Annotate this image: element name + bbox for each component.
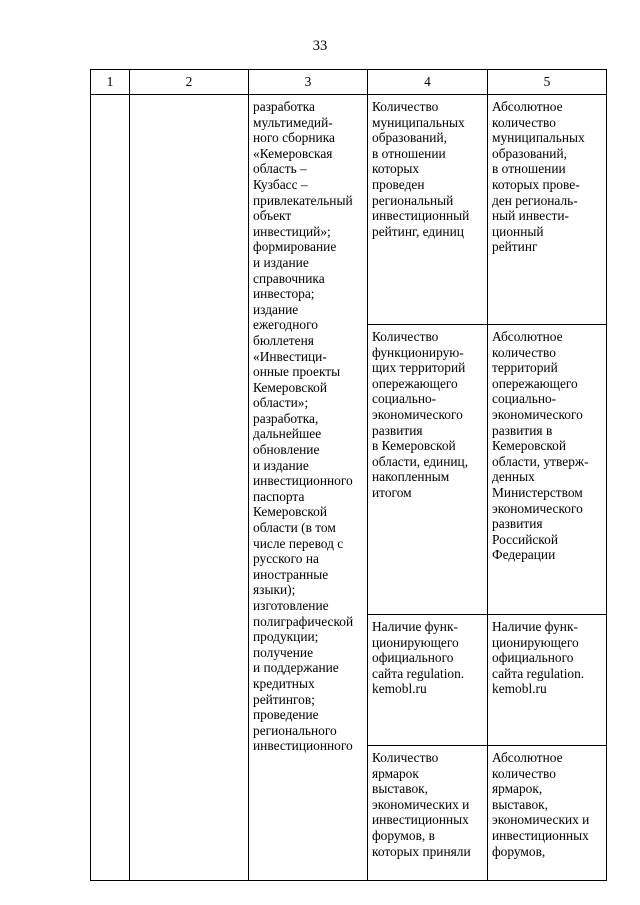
calculation-cell bbox=[488, 325, 607, 615]
indicator-cell bbox=[368, 95, 488, 325]
calculation-text: Наличие функ- ционирующего официального сайта regulation. kemobl.ru bbox=[492, 619, 585, 697]
measures-text: разработка мультимедий- ного сборника «Кемеровская область – Кузбасс – привлекательный объект инвестиций»; формирование и издание справочника инвестора; издание ежегодного бюллетеня «Инвестици- онные проекты Кемеровской области»; разработка, дальнейшее обновление и издание инвестиционного паспорта Кемеровской области (в том числе перевод с русского на иностранные языки); изготовление полиграфической продукции; получение и поддержание кредитных рейтингов; проведение регионального инвестиционного bbox=[253, 99, 354, 754]
calculation-cell bbox=[488, 746, 607, 881]
header-cell-5: 5 bbox=[488, 70, 607, 95]
document-table bbox=[90, 69, 607, 881]
calculation-text: Абсолютное количество территорий опережающего социально- экономического развития в Кемеровской области, утверж- денных Министерством экономического развития Российской Федерации bbox=[492, 329, 589, 563]
calculation-cell bbox=[488, 615, 607, 746]
header-cell-2: 2 bbox=[130, 70, 249, 95]
indicator-text: Количество муниципальных образований, в отношении которых проведен региональный инвестиционный рейтинг, единиц bbox=[372, 99, 470, 239]
indicator-text: Количество ярмарок выставок, экономических и инвестиционных форумов, в которых приняли bbox=[372, 750, 471, 859]
indicator-cell bbox=[368, 615, 488, 746]
measures-cell bbox=[249, 95, 368, 881]
col2-cell bbox=[130, 95, 249, 881]
page-number: 33 bbox=[312, 38, 328, 54]
indicator-cell bbox=[368, 325, 488, 615]
calculation-text: Абсолютное количество ярмарок, выставок, экономических и инвестиционных форумов, bbox=[492, 750, 590, 859]
header-cell-3: 3 bbox=[249, 70, 368, 95]
header-cell-1: 1 bbox=[91, 70, 130, 95]
calculation-text: Абсолютное количество муниципальных образований, в отношении которых прове- ден региональ- ный инвести- ционный рейтинг bbox=[492, 99, 585, 255]
indicator-cell bbox=[368, 746, 488, 881]
table-row bbox=[91, 95, 607, 325]
indicator-text: Наличие функ- ционирующего официального сайта regulation. kemobl.ru bbox=[372, 619, 465, 697]
col1-cell bbox=[91, 95, 130, 881]
indicator-text: Количество функционирую- щих территорий опережающего социально- экономического развития в Кемеровской области, единиц, накопленным итогом bbox=[372, 329, 469, 500]
table-header-row bbox=[91, 70, 607, 95]
header-cell-4: 4 bbox=[368, 70, 488, 95]
calculation-cell bbox=[488, 95, 607, 325]
